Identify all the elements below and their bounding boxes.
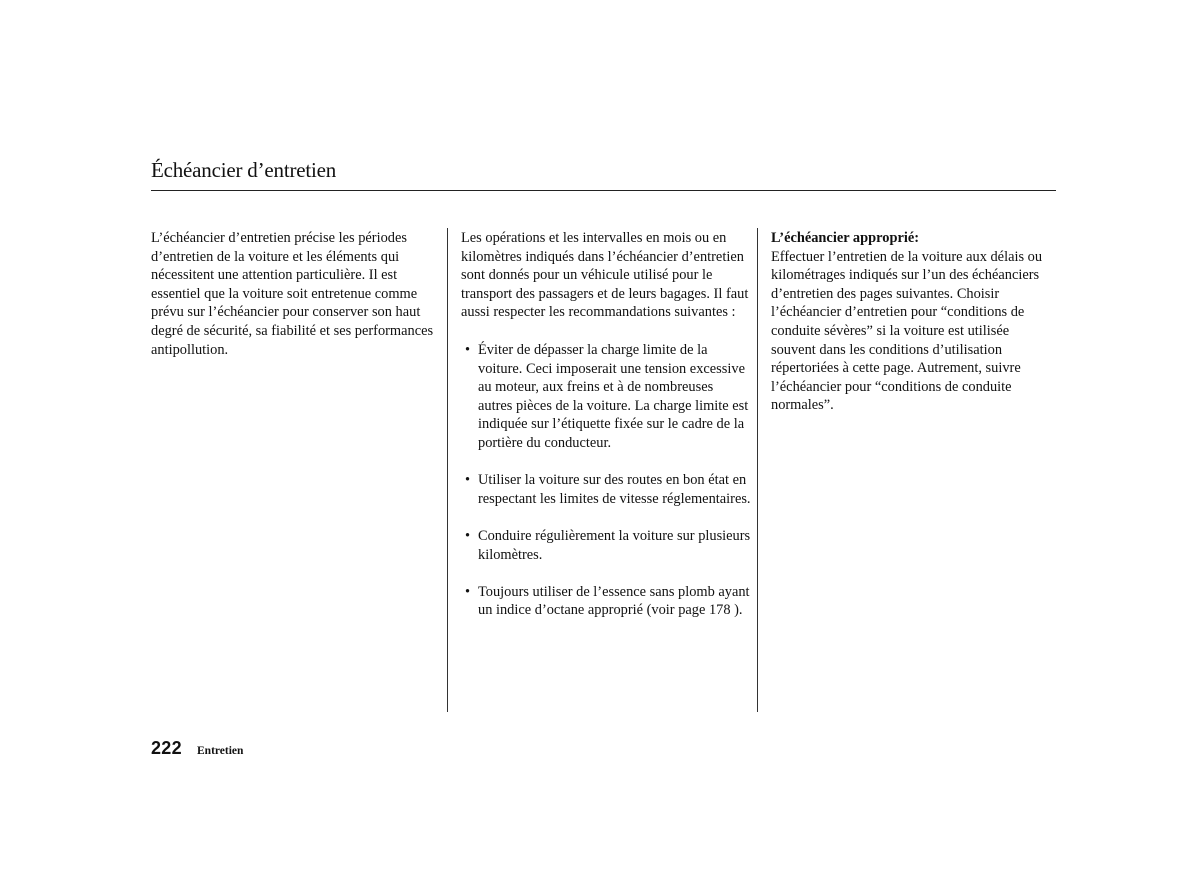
- left-column: [151, 229, 435, 359]
- bullet-icon: •: [465, 472, 471, 489]
- intro-paragraph: L’échéancier d’entretien précise les périodes d’entretien de la voiture et les éléments qui nécessitent une attention particulière. Il est essentiel que la voiture soit entretenue comme prévu sur l’échéancier pour conserver son haut degré de sécurité, sa fiabilité et ses performances antipollution.: [151, 230, 434, 358]
- schedule-paragraph: Effectuer l’entretien de la voiture aux délais ou kilométrages indiqués sur l’un des échéanciers d’entretien des pages suivantes. Choisir l’échéancier d’entretien pour “conditions de conduite sévères” si la voiture est utilisée souvent dans les conditions d’utilisation répertoriées à cette page. Autrement, suivre l’échéancier pour “conditions de conduite normales”.: [771, 248, 1043, 414]
- list-item-text: Toujours utiliser de l’essence sans plomb ayant un indice d’octane approprié (voir page 178 ).: [478, 583, 750, 619]
- bullet-icon: •: [465, 527, 471, 544]
- list-item: [461, 341, 751, 453]
- recommendations-intro: Les opérations et les intervalles en mois ou en kilomètres indiqués dans l’échéancier d’entretien sont donnés pour un véhicule utilisé pour le transport des passagers et de leurs bagages. Il faut aussi respecter les recommandations suivantes :: [461, 230, 749, 321]
- column-divider-right: [757, 228, 758, 712]
- recommendations-list: [461, 341, 751, 620]
- list-item: [461, 471, 751, 508]
- page-number: 222: [151, 738, 182, 758]
- page-title: Échéancier d’entretien: [151, 158, 337, 182]
- section-heading: L’échéancier approprié:: [771, 230, 920, 246]
- middle-column: [461, 229, 751, 638]
- list-item-text: Utiliser la voiture sur des routes en bon état en respectant les limites de vitesse réglementaires.: [478, 472, 751, 507]
- section-name: Entretien: [197, 745, 244, 757]
- right-column: [771, 229, 1055, 415]
- list-item: [461, 527, 751, 564]
- bullet-icon: •: [465, 341, 471, 358]
- column-divider-left: [447, 228, 448, 712]
- list-item-text: Conduire régulièrement la voiture sur plusieurs kilomètres.: [478, 527, 751, 563]
- list-item-text: Éviter de dépasser la charge limite de la voiture. Ceci imposerait une tension excessive au moteur, aux freins et à de nombreuses autres pièces de la voiture. La charge limite est indiquée sur l’étiquette fixée sur le cadre de la portière du conducteur.: [478, 341, 749, 451]
- bullet-icon: •: [465, 583, 471, 600]
- title-rule: [151, 190, 1056, 191]
- list-item: [461, 583, 751, 620]
